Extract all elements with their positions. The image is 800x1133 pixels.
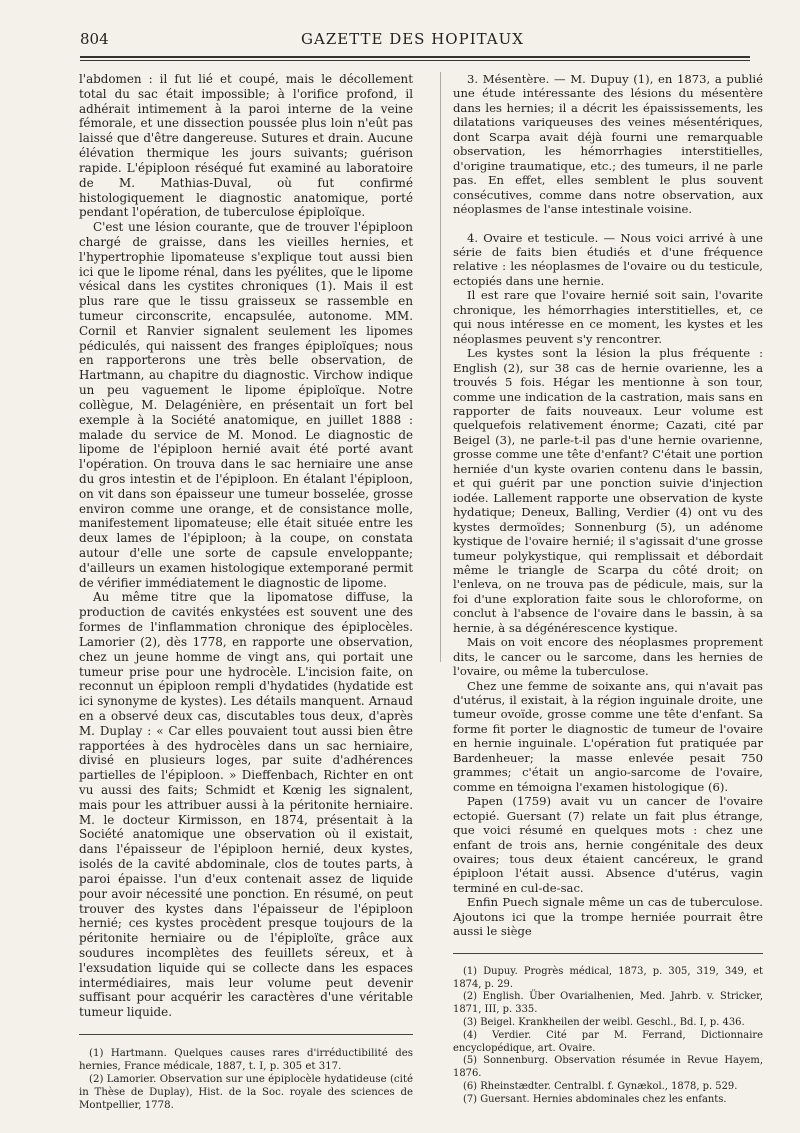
footnote: (3) Beigel. Krankheilen der weibl. Geschl., Bd. I, p. 436.: [463, 1016, 745, 1028]
paragraph: Papen (1759) avait vu un cancer de l'ovaire ectopié. Guersant (7) relate un fait plus étrange, que voici résumé en quelques mots : chez une enfant de trois ans, hernie congénitale des deux ovaires; tous deux étaient cancéreux, le grand épiploon l'était aussi. Absence d'utérus, vagin terminé en cul-de-sac.: [453, 794, 763, 895]
right-column: [453, 72, 763, 1107]
paragraph: l'abdomen : il fut lié et coupé, mais le décollement total du sac était impossible; à l'orifice profond, il adhérait intimement à la paroi interne de la veine fémorale, et une dissection poussée plus loin n'eût pas laissé que d'être dangereuse. Sutures et drain. Aucune élévation thermique les jours suivants; guérison rapide. L'épiploon réséqué fut examiné au laboratoire de M. Mathias-Duval, où fut confirmé histologiquement le diagnostic anatomique, porté pendant l'opération, de tuberculose épiploïque.: [79, 72, 413, 220]
header-rule: [80, 56, 750, 58]
footnote: (5) Sonnenburg. Observation résumée in Revue Hayem, 1876.: [453, 1055, 763, 1080]
footnote: (6) Rheinstædter. Centralbl. f. Gynækol., 1878, p. 529.: [463, 1080, 738, 1092]
column-divider: [440, 72, 441, 662]
paragraph: Chez une femme de soixante ans, qui n'avait pas d'utérus, il existait, à la région inguinale droite, une tumeur ovoïde, grosse comme une tête d'enfant. Sa forme fit porter le diagnostic de tumeur de l'ovaire en hernie inguinale. L'opération fut pratiquée par Bardenheuer; la masse enlevée pesait 750 grammes; c'était un angio-sarcome de l'ovaire, comme en témoigna l'examen histologique (6).: [453, 678, 763, 794]
footnote: (2) Lamorier. Observation sur une épiplocèle hydatideuse (cité in Thèse de Duplay), Hist. de la Soc. royale des sciences de Montpellier, 1778.: [79, 1074, 413, 1112]
page-number: 804: [80, 30, 109, 48]
page-header: [80, 30, 745, 52]
footnote-divider: [79, 1034, 413, 1035]
footnote: (4) Verdier. Cité par M. Ferrand, Dictionnaire encyclopédique, art. Ovaire.: [453, 1029, 763, 1054]
footnotes: [453, 966, 763, 1107]
paragraph: C'est une lésion courante, que de trouver l'épiploon chargé de graisse, dans les vieilles hernies, et l'hypertrophie lipomateuse s'explique tout aussi bien ici que le lipome rénal, dans les pyélites, que le lipome vésical dans les cystites chroniques (1). Mais il est plus rare que le tissu graisseux se rassemble en tumeur circonscrite, encapsulée, autonome. MM. Cornil et Ranvier signalent seulement les lipomes pédiculés, qui naissent des franges épiploïques; nous en rapporterons une très belle observation, de Hartmann, au chapitre du diagnostic. Virchow indique un peu vaguement le lipome épiploïque. Notre collègue, M. Delagénière, en présentait un fort bel exemple à la Société anatomique, en juillet 1888 : malade du service de M. Monod. Le diagnostic de lipome de l'épiploon hernié avait été porté avant l'opération. On trouva dans le sac herniaire une anse du gros intestin et de l'épiploon. En étalant l'épiploon, on vit dans son épaisseur une tumeur bosselée, grosse environ comme une orange, et de consistance molle, manifestement lipomateuse; elle était située entre les deux lames de l'épiploon; à la coupe, on constata autour d'elle une sorte de capsule enveloppante; d'ailleurs un examen histologique extemporané permit de vérifier immédiatement le diagnostic de lipome.: [79, 220, 413, 590]
paragraph: Il est rare que l'ovaire hernié soit sain, l'ovarite chronique, les hémorrhagies interstitielles, et, ce qui nous intéresse en ce moment, les kystes et les néoplasmes peuvent s'y rencontrer.: [453, 288, 763, 346]
paragraph: Les kystes sont la lésion la plus fréquente : English (2), sur 38 cas de hernie ovarienne, les a trouvés 5 fois. Hégar les mentionne à son tour, comme une indication de la castration, mais sans en rapporter de faits nouveaux. Leur volume est quelquefois relativement énorme; Cazati, cité par Beigel (3), ne parle-t-il pas d'une hernie ovarienne, grosse comme une tête d'enfant? C'était une portion herniée d'un kyste ovarien contenu dans le bassin, et qui guérit par une ponction suivie d'injection iodée. Lallement rapporte une observation de kyste hydatique; Deneux, Balling, Verdier (4) ont vu des kystes dermoïdes; Sonnenburg (5), un adénome kystique de l'ovaire hernié; il s'agissait d'une grosse tumeur polykystique, qui remplissait et débordait même le triangle de Scarpa du côté droit; on l'enleva, on ne trouva pas de pédicule, mais, sur la foi d'une exploration faite sous le chloroforme, on conclut à l'absence de l'ovaire dans le bassin, à sa hernie, à sa dégénérescence kystique.: [453, 346, 763, 635]
header-rule-thin: [80, 60, 750, 61]
left-column: [79, 72, 413, 1112]
footnotes: [79, 1047, 413, 1112]
section-paragraph: 4. Ovaire et testicule. — Nous voici arrivé à une série de faits bien étudiés et d'une fréquence relative : les néoplasmes de l'ovaire ou du testicule, ectopiés dans une hernie.: [453, 230, 763, 288]
footnote-divider: [453, 953, 763, 954]
footnote: (7) Guersant. Hernies abdominales chez les enfants.: [463, 1093, 727, 1105]
paragraph: Enfin Puech signale même un cas de tuberculose. Ajoutons ici que la trompe herniée pourrait être aussi le siège: [453, 895, 763, 939]
footnote: (1) Dupuy. Progrès médical, 1873, p. 305, 319, 349, et 1874, p. 29.: [453, 965, 763, 990]
paragraph: Au même titre que la lipomatose diffuse, la production de cavités enkystées est souvent une des formes de l'inflammation chronique des épiplocèles. Lamorier (2), dès 1778, en rapporte une observation, chez un jeune homme de vingt ans, qui portait une tumeur prise pour une hydrocèle. L'incision faite, on reconnut un épiploon rempli d'hydatides (hydatide est ici synonyme de kystes). Les détails manquent. Arnaud en a observé deux cas, discutables tous deux, d'après M. Duplay : « Car elles pouvaient tout aussi bien être rapportées à des hydrocèles dans un sac herniaire, divisé en plusieurs loges, par suite d'adhérences partielles de l'épiploon. » Dieffenbach, Richter en ont vu aussi des faits; Schmidt et Kœnig les signalent, mais pour les attribuer aussi à la péritonite herniaire. M. le docteur Kirmisson, en 1874, présentait à la Société anatomique une observation où il existait, dans l'épaisseur de l'épiploon hernié, deux kystes, isolés de la cavité abdominale, clos de toutes parts, à paroi épaisse. l'un d'eux contenait assez de liquide pour avoir nécessité une ponction. En résumé, on peut trouver des kystes dans l'épaisseur de l'épiploon hernié; ces kystes procèdent presque toujours de la péritonite herniaire ou de l'épiploïte, grâce aux soudures incomplètes des feuillets séreux, et à l'exsudation liquide qui se collecte dans les espaces intermédiaires, mais leur volume peut devenir suffisant pour acquérir les caractères d'une véritable tumeur liquide.: [79, 590, 413, 1020]
section-paragraph: 3. Mésentère. — M. Dupuy (1), en 1873, a publié une étude intéressante des lésions du mésentère dans les hernies; il a décrit les épaississements, les dilatations variqueuses des veines mésentériques, dont Scarpa avait déjà fourni une remarquable observation, les hémorrhagies interstitielles, d'origine traumatique, etc.; des tumeurs, il ne parle pas. En effet, elles semblent le plus souvent consécutives, comme dans notre observation, aux néoplasmes de l'anse intestinale voisine.: [453, 72, 763, 217]
footnote: (1) Hartmann. Quelques causes rares d'irréductibilité des hernies, France médicale, 1887, t. I, p. 305 et 317.: [79, 1048, 413, 1073]
footnote: (2) English. Über Ovarialhenien, Med. Jahrb. v. Stricker, 1871, III, p. 335.: [453, 991, 763, 1016]
paragraph: Mais on voit encore des néoplasmes proprement dits, le cancer ou le sarcome, dans les hernies de l'ovaire, ou même la tuberculose.: [453, 635, 763, 679]
running-title: GAZETTE DES HOPITAUX: [301, 30, 524, 48]
